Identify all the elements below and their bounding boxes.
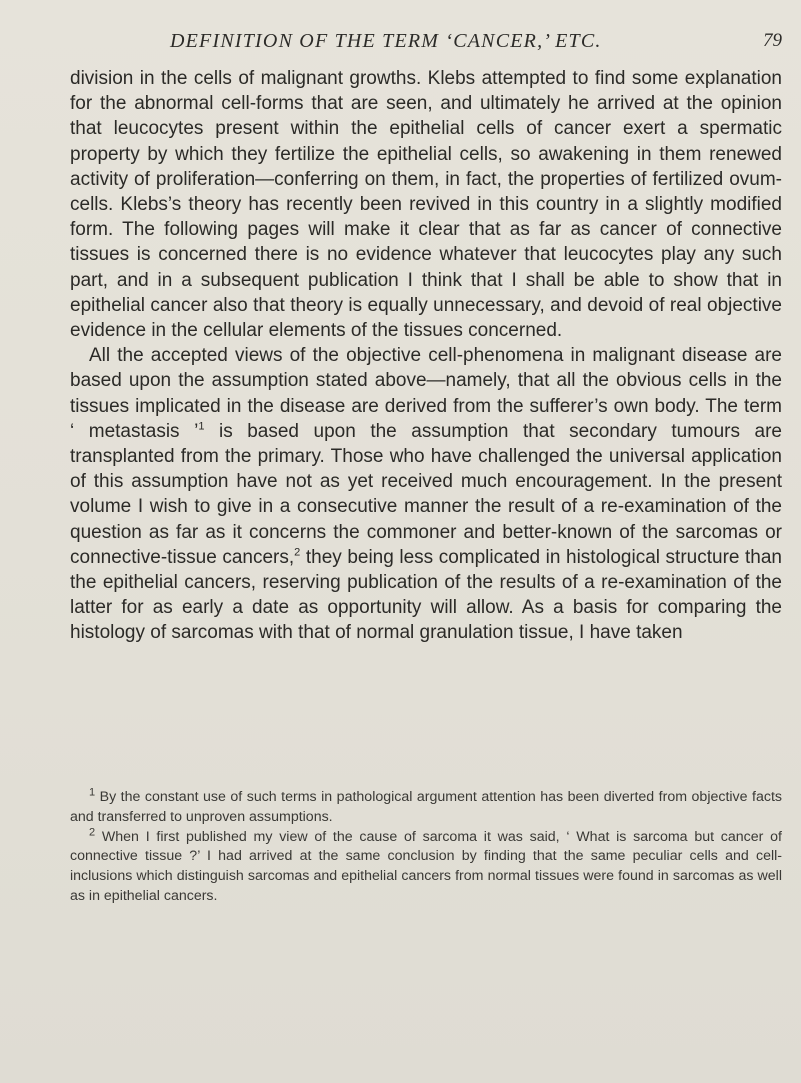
footnote-marker-2: 2: [89, 825, 96, 838]
footnote-ref-2: 2: [294, 546, 301, 559]
paragraph-2: [70, 343, 782, 645]
footnote-1: [70, 788, 782, 828]
running-head: [70, 30, 782, 54]
running-title: DEFINITION OF THE TERM ‘CANCER,’ ETC.: [170, 30, 602, 52]
page-number: 79: [763, 30, 782, 51]
paragraph-2-part-a: All the accepted views of the objective cell-phenomena in malignant disease are based upon the assumption stated above—namely, that all the obvious cells in the tissues implicated in the disease are derived from the sufferer’s own body. The term ‘ metastasis ’: [70, 345, 782, 442]
footnote-marker-1: 1: [89, 786, 96, 799]
footnote-ref-1: 1: [198, 420, 205, 433]
paragraph-1: division in the cells of malignant growths. Klebs attempted to find some explanation for the abnormal cell-forms that are seen, and ultimately he arrived at the opinion that leucocytes present within the epithelial cells of cancer exert a spermatic property by which they fertilize the epithelial cells, so awakening in them renewed activity of proliferation—conferring on them, in fact, the properties of fertilized ovum-cells. Klebs’s theory has recently been revived in this country in a slightly modified form. The following pages will make it clear that as far as cancer of connective tissues is concerned there is no evidence whatever that leucocytes play any such part, and in a subsequent publication I think that I shall be able to show that in epithelial cancer also that theory is equally unnecessary, and devoid of real objective evidence in the cellular elements of the tissues concerned.: [70, 68, 782, 342]
footnotes: [70, 788, 782, 907]
footnote-2: [70, 825, 782, 907]
paragraph-2-part-b: is based upon the assumption that secondary tumours are transplanted from the primary. Those who have challenged the universal application of this assumption have not as yet received much encouragement. In the present volume I wish to give in a consecutive manner the result of a re-examination of the question as far as it concerns the commoner and better-known of the sarcomas or connective-tissue cancers,: [70, 420, 782, 568]
body-text: [70, 66, 782, 646]
paragraph-2-part-c: they being less complicated in histological structure than the epithelial cancers, reserving publication of the results of a re-examination of the latter for as early a date as opportunity will allow. As a basis for comparing the histology of sarcomas with that of normal granulation tissue, I have taken: [70, 546, 783, 644]
footnote-text-2: When I first published my view of the cause of sarcoma it was said, ‘ What is sarcoma but cancer of connective tissue ?’ I had arrived at the same conclusion by finding that the same peculiar cells and cell-inclusions which distinguish sarcomas and epithelial cancers from normal tissues were found in sarcomas as well as in epithelial cancers.: [70, 828, 782, 904]
footnote-text-1: By the constant use of such terms in pathological argument attention has been diverted from objective facts and transferred to unproven assumptions.: [70, 789, 782, 825]
